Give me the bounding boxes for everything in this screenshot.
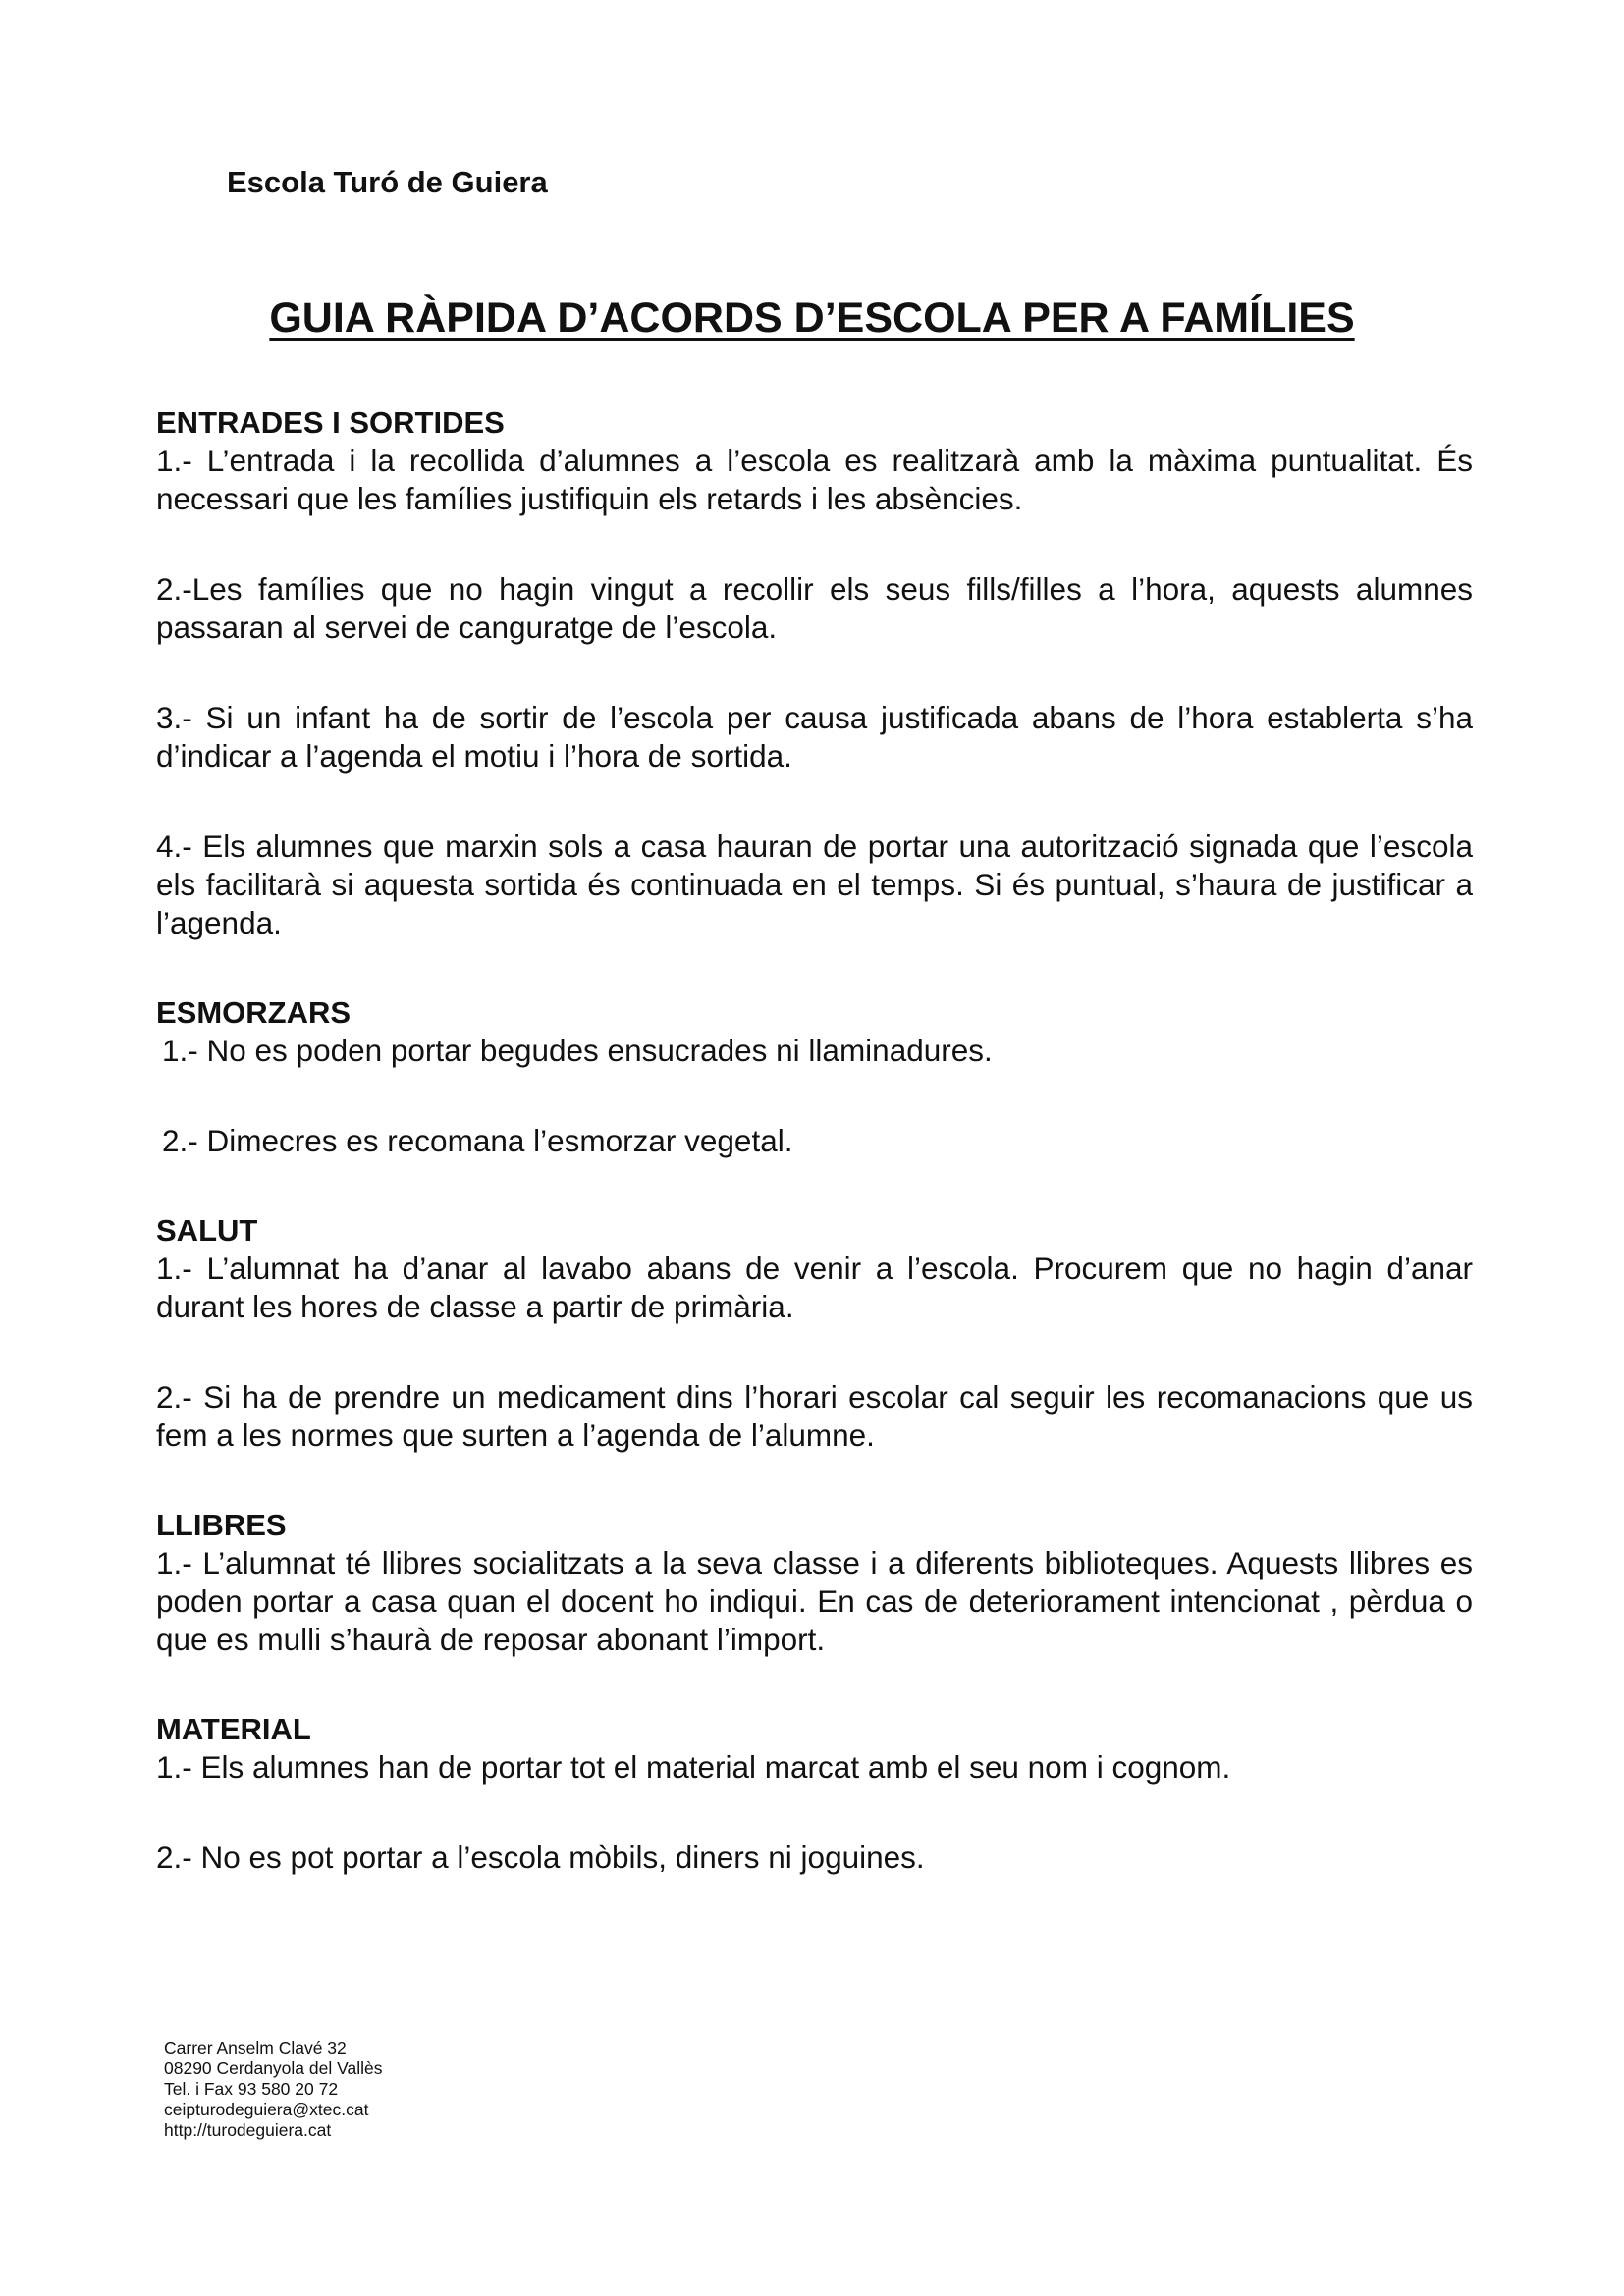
- rule-item: 2.- Si ha de prendre un medicament dins l’horari escolar cal seguir les recomanacions que us fem a les normes que surten a l’agenda de l’alumne.: [156, 1379, 1473, 1453]
- rule-item: 1.- L’alumnat té llibres socialitzats a la seva classe i a diferents biblioteques. Aquests llibres es poden portar a casa quan el docent ho indiqui. En cas de deteriorament intencionat , pèrdua o que es mulli s’haurà de reposar abonant l’import.: [156, 1545, 1473, 1657]
- footer-phone: Tel. i Fax 93 580 20 72: [164, 2079, 339, 2099]
- section-heading: LLIBRES: [156, 1508, 287, 1542]
- section-heading: MATERIAL: [156, 1712, 311, 1746]
- rule-item: 4.- Els alumnes que marxin sols a casa hauran de portar una autorització signada que l’escola els facilitarà si aquesta sortida és continuada en el temps. Si és puntual, s’haura de justificar a l’agenda.: [156, 828, 1473, 940]
- section-esmorzars: [156, 994, 1473, 1160]
- document-body: [156, 404, 1473, 1877]
- rule-item: 2.-Les famílies que no hagin vingut a recollir els seus fills/filles a l’hora, aquests alumnes passaran al servei de canguratge de l’escola.: [156, 571, 1473, 645]
- section-heading: ENTRADES I SORTIDES: [156, 405, 505, 440]
- rule-item: 3.- Si un infant ha de sortir de l’escola per causa justificada abans de l’hora establerta s’ha d’indicar a l’agenda el motiu i l’hora de sortida.: [156, 700, 1473, 774]
- rule-item: 1.- No es poden portar begudes ensucrades ni llaminadures.: [162, 1033, 993, 1068]
- section-heading: ESMORZARS: [156, 995, 352, 1030]
- rule-item: 1.- Els alumnes han de portar tot el material marcat amb el seu nom i cognom.: [156, 1749, 1231, 1785]
- school-name: Escola Turó de Guiera: [227, 165, 548, 199]
- footer-contact: [164, 2038, 382, 2141]
- footer-website[interactable]: http://turodeguiera.cat: [164, 2120, 332, 2140]
- section-heading: SALUT: [156, 1213, 258, 1248]
- rule-item: 2.- No es pot portar a l’escola mòbils, diners ni joguines.: [156, 1840, 925, 1875]
- rule-item: 2.- Dimecres es recomana l’esmorzar vegetal.: [162, 1123, 793, 1158]
- document-title: GUIA RÀPIDA D’ACORDS D’ESCOLA PER A FAMÍLIES: [269, 294, 1355, 342]
- section-entrades-sortides: [156, 404, 1473, 942]
- footer-city: 08290 Cerdanyola del Vallès: [164, 2058, 383, 2078]
- rule-item: 1.- L’entrada i la recollida d’alumnes a l’escola es realitzarà amb la màxima puntualitat. És necessari que les famílies justifiquin els retards i les absències.: [156, 443, 1473, 516]
- section-salut: [156, 1212, 1473, 1455]
- rule-item: 1.- L’alumnat ha d’anar al lavabo abans de venir a l’escola. Procurem que no hagin d’anar durant les hores de classe a partir de primària.: [156, 1251, 1473, 1324]
- footer-address: Carrer Anselm Clavé 32: [164, 2038, 347, 2057]
- section-llibres: [156, 1507, 1473, 1659]
- footer-email[interactable]: ceipturodeguiera@xtec.cat: [164, 2100, 369, 2119]
- section-material: [156, 1711, 1473, 1877]
